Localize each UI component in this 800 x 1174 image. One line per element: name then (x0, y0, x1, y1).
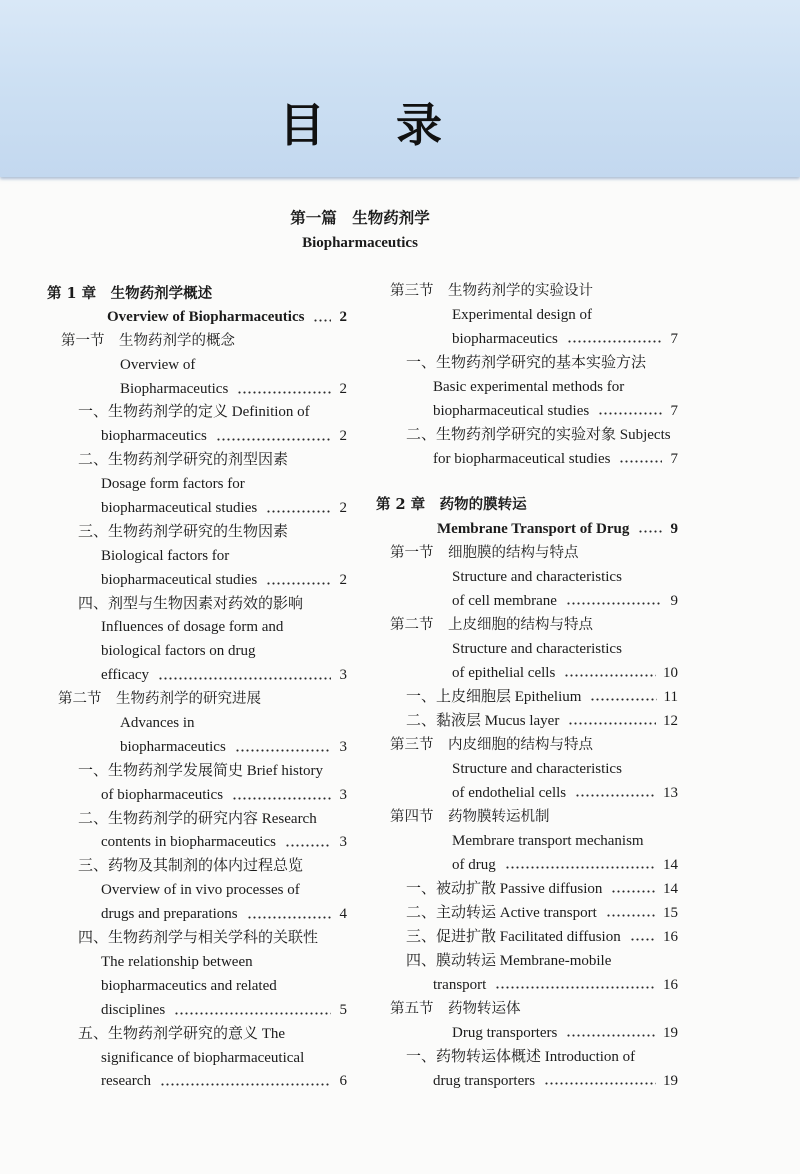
item-line (376, 925, 678, 949)
item-text: Influences of dosage form and (101, 619, 284, 636)
section-english-text: of endothelial cells (452, 785, 567, 801)
item-text: drugs and preparations (101, 906, 238, 923)
dot-leader (569, 722, 656, 725)
page-number: 12 (663, 713, 678, 729)
page-number: 3 (339, 834, 347, 851)
section-line (376, 565, 678, 589)
section-title: 第四节 药物膜转运机制 (390, 809, 550, 825)
page-number: 16 (663, 977, 678, 993)
chapter-title: 第 1 章 生物药剂学概述 (47, 285, 213, 302)
item-line (47, 927, 347, 951)
item-text: Basic experimental methods for (433, 379, 625, 395)
item-line (376, 877, 678, 901)
item-line (47, 855, 347, 879)
chapter-heading (376, 493, 678, 517)
item-text: 三、生物药剂学研究的生物因素 (78, 523, 289, 540)
item-line (47, 569, 347, 593)
section-english-text: Membrare transport mechanism (452, 833, 644, 849)
item-text: 三、促进扩散 Facilitated diffusion (406, 929, 621, 945)
page-number: 19 (663, 1025, 678, 1041)
item-text: significance of biopharmaceutical (101, 1049, 305, 1066)
page-number: 9 (670, 593, 678, 609)
item-text: biopharmaceutics and related (101, 977, 277, 994)
section-english-text: Structure and characteristics (452, 569, 622, 585)
dot-leader (267, 582, 331, 585)
item-line (376, 423, 678, 447)
page-number: 14 (663, 857, 678, 873)
item-text: biopharmaceutics (101, 428, 207, 445)
item-text: 二、生物药剂学研究的实验对象 Subjects (406, 427, 671, 443)
item-text: for biopharmaceutical studies (433, 451, 611, 467)
part-title: 第一篇 生物药剂学 (290, 208, 430, 227)
dot-leader (568, 340, 662, 343)
item-line (376, 1069, 678, 1093)
item-line (47, 1070, 347, 1094)
item-text: 一、被动扩散 Passive diffusion (406, 881, 603, 897)
item-line (47, 616, 347, 640)
section-line (47, 378, 347, 402)
item-line (47, 903, 347, 927)
page-number: 2 (339, 500, 347, 517)
item-text: of biopharmaceutics (101, 786, 224, 803)
item-line (376, 1045, 678, 1069)
item-line (47, 545, 347, 569)
section-english-text: biopharmaceutics (120, 738, 226, 755)
dot-leader (545, 1082, 656, 1085)
item-text: biopharmaceutical studies (101, 500, 258, 517)
item-text: disciplines (101, 1001, 166, 1018)
item-text: 二、黏液层 Mucus layer (406, 713, 560, 729)
section-english-text: Structure and characteristics (452, 761, 622, 777)
item-line (47, 879, 347, 903)
section-english-text: of epithelial cells (452, 665, 556, 681)
page-number: 16 (663, 929, 678, 945)
section-line (376, 829, 678, 853)
item-line (47, 808, 347, 832)
section-line (376, 589, 678, 613)
page-number: 19 (663, 1073, 678, 1089)
item-line (47, 449, 347, 473)
section-english-text: Experimental design of (452, 307, 592, 323)
section-title: 第一节 生物药剂学的概念 (61, 332, 235, 349)
item-text: 一、生物药剂学研究的基本实验方法 (406, 355, 647, 371)
item-line (47, 664, 347, 688)
item-text: efficacy (101, 667, 150, 684)
dot-leader (599, 412, 662, 415)
item-line (47, 1047, 347, 1071)
page-number: 7 (670, 331, 678, 347)
section-english-text: of cell membrane (452, 593, 557, 609)
page-number: 13 (663, 785, 678, 801)
item-line (47, 975, 347, 999)
section-heading (376, 805, 678, 829)
page-number: 6 (339, 1073, 347, 1090)
dot-leader (591, 698, 656, 701)
item-text: 一、生物药剂学的定义 Definition of (78, 404, 310, 421)
chapter-heading (47, 282, 347, 306)
dot-leader (161, 1083, 331, 1086)
item-line (47, 999, 347, 1023)
section-heading (376, 997, 678, 1021)
dot-leader (620, 460, 662, 463)
item-text: contents in biopharmaceutics (101, 834, 276, 851)
dot-leader (639, 530, 662, 533)
section-line (376, 781, 678, 805)
chapter-title: 第 2 章 药物的膜转运 (376, 496, 527, 513)
item-line (47, 1023, 347, 1047)
item-text: biological factors on drug (101, 643, 256, 660)
dot-leader (607, 914, 656, 917)
page-number: 15 (663, 905, 678, 921)
dot-leader (567, 1034, 656, 1037)
section-line (376, 1021, 678, 1045)
section-line (376, 661, 678, 685)
dot-leader (565, 674, 656, 677)
item-line (376, 709, 678, 733)
page-number: 7 (670, 403, 678, 419)
toc-right-column (376, 279, 678, 1093)
section-title: 第五节 药物转运体 (390, 1001, 521, 1017)
item-text: Biological factors for (101, 547, 230, 564)
item-line (376, 399, 678, 423)
page-number: 2 (339, 308, 347, 325)
dot-leader (506, 866, 656, 869)
item-line (47, 521, 347, 545)
item-text: 二、生物药剂学研究的剂型因素 (78, 452, 289, 469)
section-heading (376, 613, 678, 637)
chapter-english-title: Overview of Biopharmaceutics (107, 308, 305, 325)
item-text: 五、生物药剂学研究的意义 The (78, 1025, 286, 1042)
dot-leader (236, 749, 331, 752)
item-text: 三、药物及其制剂的体内过程总览 (78, 858, 304, 875)
dot-leader (567, 602, 662, 605)
page-number: 4 (339, 906, 347, 923)
section-english-text: biopharmaceutics (452, 331, 558, 347)
section-english-text: Advances in (120, 715, 195, 732)
section-english-text: of drug (452, 857, 496, 873)
item-text: The relationship between (101, 953, 253, 970)
section-line (376, 327, 678, 351)
item-line (47, 497, 347, 521)
page-number: 3 (339, 738, 347, 755)
page-number: 14 (663, 881, 678, 897)
part-subtitle: Biopharmaceutics (302, 235, 418, 251)
section-line (376, 757, 678, 781)
section-title: 第二节 上皮细胞的结构与特点 (390, 617, 593, 633)
item-line (47, 593, 347, 617)
item-line (47, 401, 347, 425)
item-text: 四、膜动转运 Membrane-mobile (406, 953, 612, 969)
section-line (47, 712, 347, 736)
section-title: 第一节 细胞膜的结构与特点 (390, 545, 579, 561)
item-line (376, 901, 678, 925)
dot-leader (631, 938, 656, 941)
chapter-entry (47, 306, 347, 330)
dot-leader (576, 794, 656, 797)
dot-leader (233, 797, 331, 800)
section-line (376, 853, 678, 877)
section-line (47, 736, 347, 760)
item-line (47, 951, 347, 975)
dot-leader (248, 916, 331, 919)
page-title: 目录 (279, 98, 513, 152)
section-title: 第三节 生物药剂学的实验设计 (390, 283, 593, 299)
chapter-english-title: Membrane Transport of Drug (437, 521, 630, 537)
dot-leader (496, 986, 656, 989)
page-number: 11 (663, 689, 678, 705)
page-number: 9 (670, 521, 678, 537)
section-heading (47, 330, 347, 354)
item-text: transport (433, 977, 487, 993)
item-line (376, 949, 678, 973)
section-english-text: Structure and characteristics (452, 641, 622, 657)
section-heading (376, 733, 678, 757)
section-heading (47, 688, 347, 712)
page-number: 7 (670, 451, 678, 467)
section-title: 第三节 内皮细胞的结构与特点 (390, 737, 593, 753)
chapter-spacer (376, 471, 678, 493)
item-line (47, 784, 347, 808)
page-number: 2 (339, 571, 347, 588)
page-number: 10 (663, 665, 678, 681)
item-line (47, 760, 347, 784)
item-text: drug transporters (433, 1073, 536, 1089)
page-number: 2 (339, 428, 347, 445)
item-text: biopharmaceutical studies (101, 571, 258, 588)
section-line (376, 637, 678, 661)
item-line (376, 973, 678, 997)
dot-leader (159, 677, 331, 680)
item-line (376, 685, 678, 709)
section-line (47, 354, 347, 378)
page-number: 5 (339, 1001, 347, 1018)
item-line (47, 831, 347, 855)
item-line (47, 473, 347, 497)
dot-leader (175, 1012, 331, 1015)
section-line (376, 303, 678, 327)
item-line (376, 351, 678, 375)
item-text: research (101, 1073, 151, 1090)
item-line (376, 447, 678, 471)
section-english-text: Drug transporters (452, 1025, 558, 1041)
section-english-text: Biopharmaceutics (120, 380, 229, 397)
item-text: 四、生物药剂学与相关学科的关联性 (78, 930, 319, 947)
dot-leader (612, 890, 656, 893)
item-line (376, 375, 678, 399)
item-text: 四、剂型与生物因素对药效的影响 (78, 595, 304, 612)
toc-left-column (47, 282, 347, 1094)
section-heading (376, 541, 678, 565)
item-text: 一、生物药剂学发展简史 Brief history (78, 762, 323, 779)
item-text: Overview of in vivo processes of (101, 882, 300, 899)
dot-leader (267, 510, 331, 513)
section-heading (376, 279, 678, 303)
item-text: 二、生物药剂学的研究内容 Research (78, 810, 317, 827)
dot-leader (314, 319, 331, 322)
page-number: 3 (339, 786, 347, 803)
dot-leader (286, 844, 331, 847)
section-english-text: Overview of (120, 356, 196, 373)
section-title: 第二节 生物药剂学的研究进展 (58, 691, 261, 708)
page-number: 2 (339, 380, 347, 397)
item-text: Dosage form factors for (101, 476, 245, 493)
item-line (47, 425, 347, 449)
item-text: 一、上皮细胞层 Epithelium (406, 689, 582, 705)
page-number: 3 (339, 667, 347, 684)
item-text: biopharmaceutical studies (433, 403, 590, 419)
item-line (47, 640, 347, 664)
dot-leader (238, 391, 331, 394)
item-text: 二、主动转运 Active transport (406, 905, 597, 921)
dot-leader (217, 438, 331, 441)
chapter-entry (376, 517, 678, 541)
item-text: 一、药物转运体概述 Introduction of (406, 1049, 636, 1065)
